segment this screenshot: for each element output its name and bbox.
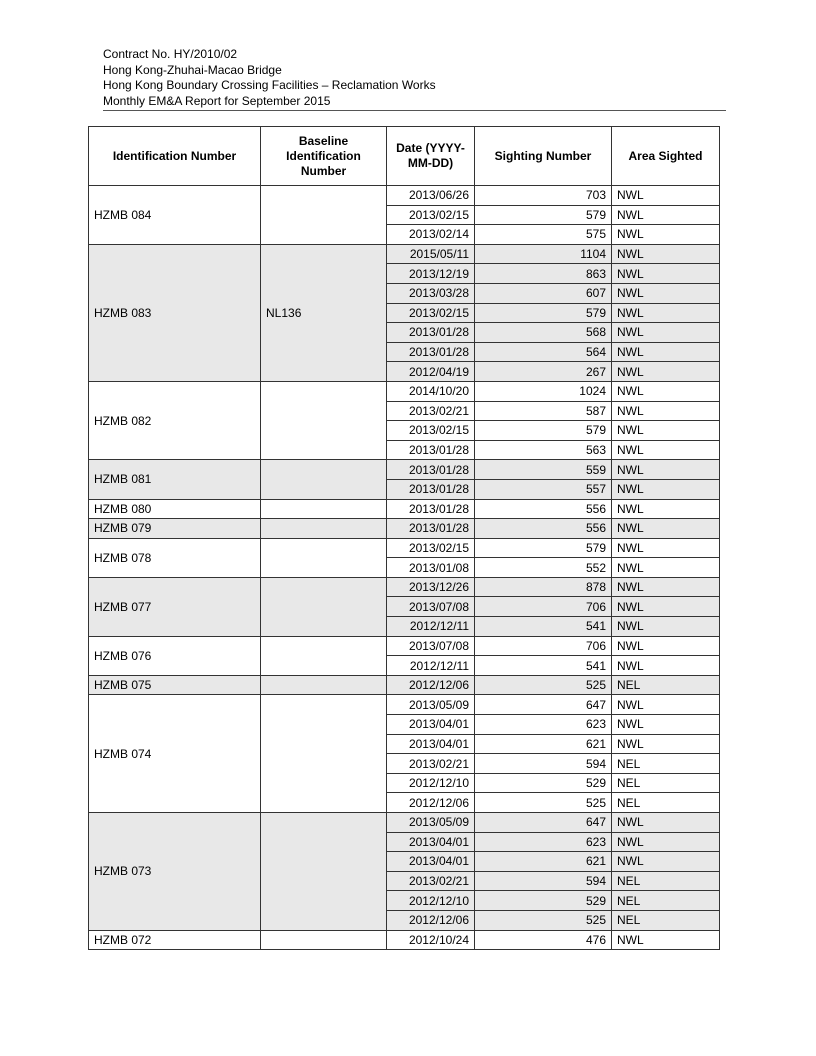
sighting-number-cell: 563 bbox=[475, 440, 612, 460]
sighting-number-cell: 564 bbox=[475, 342, 612, 362]
sighting-number-cell: 541 bbox=[475, 617, 612, 637]
area-cell: NEL bbox=[612, 910, 720, 930]
baseline-cell: NL136 bbox=[261, 244, 387, 381]
date-cell: 2013/01/28 bbox=[387, 479, 475, 499]
date-cell: 2013/01/28 bbox=[387, 460, 475, 480]
area-cell: NWL bbox=[612, 734, 720, 754]
sighting-number-cell: 525 bbox=[475, 793, 612, 813]
sighting-number-cell: 706 bbox=[475, 636, 612, 656]
date-cell: 2013/07/08 bbox=[387, 636, 475, 656]
col-header-identification: Identification Number bbox=[89, 127, 261, 186]
area-cell: NWL bbox=[612, 440, 720, 460]
area-cell: NWL bbox=[612, 401, 720, 421]
sighting-number-cell: 621 bbox=[475, 734, 612, 754]
area-cell: NWL bbox=[612, 852, 720, 872]
date-cell: 2013/01/28 bbox=[387, 499, 475, 519]
table-header-row bbox=[89, 127, 720, 186]
sighting-number-cell: 623 bbox=[475, 832, 612, 852]
table-row bbox=[89, 813, 720, 833]
date-cell: 2013/02/15 bbox=[387, 205, 475, 225]
area-cell: NEL bbox=[612, 891, 720, 911]
baseline-cell bbox=[261, 930, 387, 950]
identification-cell: HZMB 079 bbox=[89, 519, 261, 539]
area-cell: NWL bbox=[612, 381, 720, 401]
baseline-cell bbox=[261, 813, 387, 931]
date-cell: 2013/01/28 bbox=[387, 342, 475, 362]
table-row bbox=[89, 636, 720, 656]
sighting-number-cell: 568 bbox=[475, 323, 612, 343]
table-row bbox=[89, 519, 720, 539]
sighting-number-cell: 557 bbox=[475, 479, 612, 499]
area-cell: NWL bbox=[612, 225, 720, 245]
sighting-number-cell: 575 bbox=[475, 225, 612, 245]
baseline-cell bbox=[261, 636, 387, 675]
area-cell: NEL bbox=[612, 675, 720, 695]
baseline-cell bbox=[261, 499, 387, 519]
col-header-date: Date (YYYY-MM-DD) bbox=[387, 127, 475, 186]
area-cell: NWL bbox=[612, 519, 720, 539]
date-cell: 2013/04/01 bbox=[387, 832, 475, 852]
table-row bbox=[89, 538, 720, 558]
baseline-cell bbox=[261, 519, 387, 539]
area-cell: NWL bbox=[612, 186, 720, 206]
sighting-number-cell: 556 bbox=[475, 499, 612, 519]
area-cell: NWL bbox=[612, 930, 720, 950]
area-cell: NWL bbox=[612, 421, 720, 441]
table-row bbox=[89, 577, 720, 597]
date-cell: 2013/02/21 bbox=[387, 401, 475, 421]
sighting-number-cell: 607 bbox=[475, 283, 612, 303]
baseline-cell bbox=[261, 675, 387, 695]
sighting-number-cell: 552 bbox=[475, 558, 612, 578]
identification-cell: HZMB 082 bbox=[89, 381, 261, 459]
sighting-number-cell: 647 bbox=[475, 813, 612, 833]
date-cell: 2013/02/15 bbox=[387, 538, 475, 558]
sighting-number-cell: 579 bbox=[475, 538, 612, 558]
sighting-number-cell: 703 bbox=[475, 186, 612, 206]
sighting-number-cell: 579 bbox=[475, 421, 612, 441]
area-cell: NEL bbox=[612, 773, 720, 793]
identification-cell: HZMB 073 bbox=[89, 813, 261, 931]
header-works-line: Hong Kong Boundary Crossing Facilities – Reclamation Works bbox=[103, 78, 436, 92]
date-cell: 2013/02/15 bbox=[387, 421, 475, 441]
sighting-number-cell: 647 bbox=[475, 695, 612, 715]
area-cell: NWL bbox=[612, 205, 720, 225]
header-contract-line: Contract No. HY/2010/02 bbox=[103, 47, 238, 61]
date-cell: 2013/01/28 bbox=[387, 440, 475, 460]
table-body bbox=[89, 186, 720, 950]
table-row bbox=[89, 186, 720, 206]
date-cell: 2013/04/01 bbox=[387, 852, 475, 872]
table-row bbox=[89, 381, 720, 401]
date-cell: 2012/04/19 bbox=[387, 362, 475, 382]
area-cell: NEL bbox=[612, 871, 720, 891]
area-cell: NWL bbox=[612, 617, 720, 637]
identification-cell: HZMB 078 bbox=[89, 538, 261, 577]
baseline-cell bbox=[261, 186, 387, 245]
table-row bbox=[89, 675, 720, 695]
sighting-number-cell: 476 bbox=[475, 930, 612, 950]
sighting-number-cell: 863 bbox=[475, 264, 612, 284]
sighting-number-cell: 579 bbox=[475, 303, 612, 323]
date-cell: 2013/03/28 bbox=[387, 283, 475, 303]
table-row bbox=[89, 244, 720, 264]
area-cell: NWL bbox=[612, 636, 720, 656]
sighting-number-cell: 556 bbox=[475, 519, 612, 539]
sighting-number-cell: 594 bbox=[475, 871, 612, 891]
area-cell: NWL bbox=[612, 323, 720, 343]
date-cell: 2013/02/14 bbox=[387, 225, 475, 245]
date-cell: 2012/12/10 bbox=[387, 773, 475, 793]
date-cell: 2013/06/26 bbox=[387, 186, 475, 206]
baseline-cell bbox=[261, 695, 387, 813]
table-row bbox=[89, 499, 720, 519]
date-cell: 2013/01/28 bbox=[387, 323, 475, 343]
date-cell: 2013/02/21 bbox=[387, 871, 475, 891]
header-project-line: Hong Kong-Zhuhai-Macao Bridge bbox=[103, 62, 282, 77]
area-cell: NEL bbox=[612, 793, 720, 813]
sighting-number-cell: 579 bbox=[475, 205, 612, 225]
date-cell: 2013/01/08 bbox=[387, 558, 475, 578]
date-cell: 2012/12/06 bbox=[387, 910, 475, 930]
header-report-line: Monthly EM&A Report for September 2015 bbox=[103, 93, 331, 108]
sighting-number-cell: 621 bbox=[475, 852, 612, 872]
sighting-number-cell: 541 bbox=[475, 656, 612, 676]
sighting-number-cell: 529 bbox=[475, 891, 612, 911]
identification-cell: HZMB 074 bbox=[89, 695, 261, 813]
date-cell: 2013/04/01 bbox=[387, 715, 475, 735]
identification-cell: HZMB 084 bbox=[89, 186, 261, 245]
area-cell: NEL bbox=[612, 754, 720, 774]
date-cell: 2013/12/26 bbox=[387, 577, 475, 597]
date-cell: 2013/01/28 bbox=[387, 519, 475, 539]
table-row bbox=[89, 695, 720, 715]
sighting-number-cell: 706 bbox=[475, 597, 612, 617]
col-header-sighting-number: Sighting Number bbox=[475, 127, 612, 186]
sighting-number-cell: 1104 bbox=[475, 244, 612, 264]
area-cell: NWL bbox=[612, 362, 720, 382]
sightings-table bbox=[88, 126, 720, 950]
area-cell: NWL bbox=[612, 577, 720, 597]
sighting-number-cell: 623 bbox=[475, 715, 612, 735]
date-cell: 2015/05/11 bbox=[387, 244, 475, 264]
sighting-number-cell: 878 bbox=[475, 577, 612, 597]
date-cell: 2013/05/09 bbox=[387, 695, 475, 715]
area-cell: NWL bbox=[612, 303, 720, 323]
date-cell: 2012/12/06 bbox=[387, 675, 475, 695]
identification-cell: HZMB 076 bbox=[89, 636, 261, 675]
sighting-number-cell: 559 bbox=[475, 460, 612, 480]
date-cell: 2013/02/15 bbox=[387, 303, 475, 323]
area-cell: NWL bbox=[612, 715, 720, 735]
area-cell: NWL bbox=[612, 244, 720, 264]
area-cell: NWL bbox=[612, 656, 720, 676]
identification-cell: HZMB 072 bbox=[89, 930, 261, 950]
sighting-number-cell: 267 bbox=[475, 362, 612, 382]
area-cell: NWL bbox=[612, 597, 720, 617]
sighting-number-cell: 525 bbox=[475, 910, 612, 930]
sighting-number-cell: 587 bbox=[475, 401, 612, 421]
date-cell: 2013/07/08 bbox=[387, 597, 475, 617]
area-cell: NWL bbox=[612, 558, 720, 578]
identification-cell: HZMB 075 bbox=[89, 675, 261, 695]
area-cell: NWL bbox=[612, 538, 720, 558]
table-row bbox=[89, 460, 720, 480]
date-cell: 2012/12/10 bbox=[387, 891, 475, 911]
area-cell: NWL bbox=[612, 264, 720, 284]
date-cell: 2013/12/19 bbox=[387, 264, 475, 284]
header-divider bbox=[103, 110, 726, 111]
date-cell: 2014/10/20 bbox=[387, 381, 475, 401]
date-cell: 2013/04/01 bbox=[387, 734, 475, 754]
sighting-number-cell: 1024 bbox=[475, 381, 612, 401]
baseline-cell bbox=[261, 460, 387, 499]
area-cell: NWL bbox=[612, 832, 720, 852]
area-cell: NWL bbox=[612, 813, 720, 833]
sighting-number-cell: 594 bbox=[475, 754, 612, 774]
date-cell: 2012/12/06 bbox=[387, 793, 475, 813]
area-cell: NWL bbox=[612, 342, 720, 362]
area-cell: NWL bbox=[612, 479, 720, 499]
identification-cell: HZMB 081 bbox=[89, 460, 261, 499]
date-cell: 2013/02/21 bbox=[387, 754, 475, 774]
identification-cell: HZMB 080 bbox=[89, 499, 261, 519]
sighting-number-cell: 529 bbox=[475, 773, 612, 793]
baseline-cell bbox=[261, 577, 387, 636]
col-header-baseline: Baseline Identification Number bbox=[261, 127, 387, 186]
area-cell: NWL bbox=[612, 283, 720, 303]
baseline-cell bbox=[261, 538, 387, 577]
col-header-area: Area Sighted bbox=[612, 127, 720, 186]
identification-cell: HZMB 077 bbox=[89, 577, 261, 636]
date-cell: 2012/12/11 bbox=[387, 617, 475, 637]
area-cell: NWL bbox=[612, 460, 720, 480]
date-cell: 2013/05/09 bbox=[387, 813, 475, 833]
date-cell: 2012/10/24 bbox=[387, 930, 475, 950]
identification-cell: HZMB 083 bbox=[89, 244, 261, 381]
document-header bbox=[103, 47, 726, 109]
baseline-cell bbox=[261, 381, 387, 459]
area-cell: NWL bbox=[612, 499, 720, 519]
sighting-number-cell: 525 bbox=[475, 675, 612, 695]
date-cell: 2012/12/11 bbox=[387, 656, 475, 676]
area-cell: NWL bbox=[612, 695, 720, 715]
table-row bbox=[89, 930, 720, 950]
